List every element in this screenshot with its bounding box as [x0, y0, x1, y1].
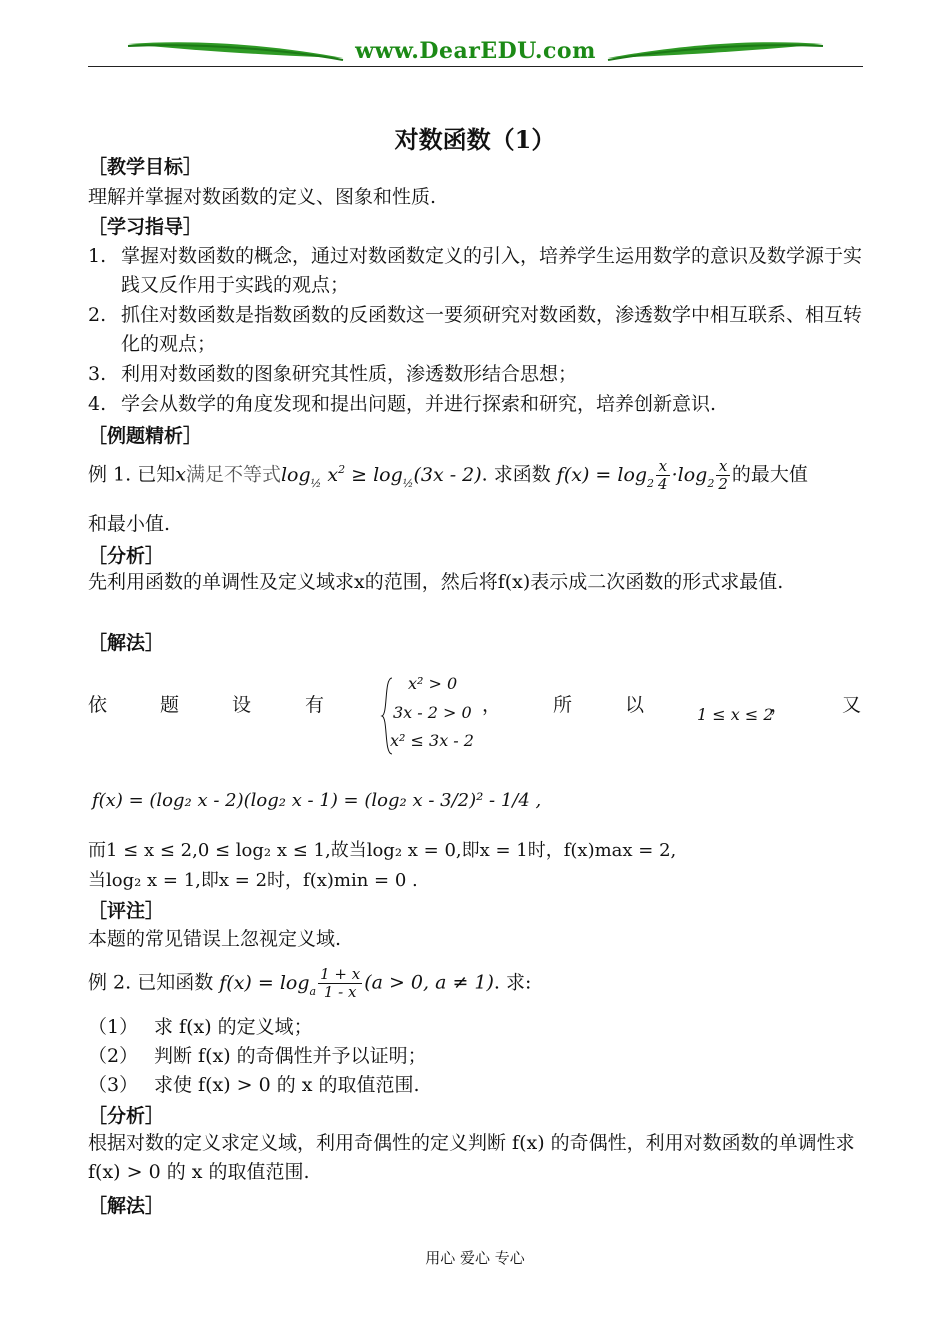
section-guidance: ［学习指导］ [88, 216, 203, 238]
item-number: （1） [88, 1016, 139, 1038]
range-expression: 1 ≤ x ≤ 2 [697, 705, 774, 724]
item-text: 利用对数函数的图象研究其性质，渗透数形结合思想； [121, 363, 578, 385]
section-solution: ［解法］ [88, 632, 165, 654]
site-url: www.DearEDU.com [355, 38, 596, 64]
item-text: 抓住对数函数是指数函数的反函数这一要须研究对数函数，渗透数学中相互联系、相互转化的观点； [121, 304, 863, 355]
header-rule [88, 66, 863, 67]
objective-text: 理解并掌握对数函数的定义、图象和性质. [88, 186, 437, 208]
example1-mid: 满足不等式 [185, 463, 281, 486]
example2-lead: 例 2. 已知函数 [88, 971, 214, 994]
example1-lead: 例 1. 已知 [88, 463, 176, 486]
item-text: 掌握对数函数的概念，通过对数函数定义的引入，培养学生运用数学的意识及数学源于实践又反作用于实践的观点； [121, 245, 863, 296]
sol-comma: ， [482, 694, 502, 716]
item-text: 学会从数学的角度发现和提出问题，并进行探索和研究，培养创新意识. [121, 393, 717, 415]
system-line: x² > 0 [408, 674, 458, 693]
system-line: x² ≤ 3x - 2 [390, 731, 474, 750]
sol-word: 题 [160, 694, 180, 716]
item-text: 判断 f(x) 的奇偶性并予以证明； [154, 1045, 427, 1067]
comment-text: 本题的常见错误上忽视定义域. [88, 928, 342, 950]
section-analysis: ［分析］ [88, 545, 165, 567]
sol-comma: ， [770, 694, 790, 716]
item-number: （3） [88, 1074, 139, 1096]
section-objectives: ［教学目标］ [88, 156, 203, 178]
item-number: 3. [88, 363, 107, 385]
section-analysis-2: ［分析］ [88, 1105, 165, 1127]
section-comment: ［评注］ [88, 900, 165, 922]
example1-continuation: 和最小值. [88, 513, 171, 535]
example1-end: 的最大值 [731, 463, 808, 486]
item-text: 求使 f(x) > 0 的 x 的取值范围. [154, 1074, 420, 1096]
section-solution-2: ［解法］ [88, 1195, 165, 1217]
sol-word: 依 [88, 694, 108, 716]
example2-analysis: 根据对数的定义求定义域，利用奇偶性的定义判断 f(x) 的奇偶性，利用对数函数的单调性求 f(x) > 0 的 x 的取值范围. [88, 1132, 855, 1183]
item-text: 求 f(x) 的定义域； [154, 1016, 313, 1038]
system-line: 3x - 2 > 0 [393, 703, 472, 722]
item-number: 1. [88, 245, 107, 267]
example2-statement: 例 2. 已知函数 $f(x) = \log_a$ $\frac{1 + x}{1 - x}$ (a > 0, a ≠ 1). 求: [88, 965, 532, 1001]
example1-analysis: 先利用函数的单调性及定义域求x的范围，然后将f(x)表示成二次函数的形式求最值. [88, 571, 784, 593]
item-number: 2. [88, 304, 107, 326]
max-line: 而1 ≤ x ≤ 2,0 ≤ log₂ x ≤ 1,故当log₂ x = 0,即x = 1时，f(x)max = 2, [88, 840, 677, 861]
sol-word: 有 [305, 694, 325, 716]
f-expansion: f(x) = (log₂ x - 2)(log₂ x - 1) = (log₂ x - 3/2)² - 1/4 , [92, 790, 542, 811]
example1-statement: 例 1. 已知x满足不等式$\log_{\frac{1}{2}} x^2 \ge \log_{\frac{1}{2}}(3x - 2)$. 求函数 $f(x) = \log_2$ $\frac{x}{4}$ $\cdot\log_2$ $\frac{x}{2}$ 的最大值 [88, 457, 808, 493]
sol-word: 所 [553, 694, 573, 716]
item-number: 4. [88, 393, 107, 415]
section-examples: ［例题精析］ [88, 425, 203, 447]
sol-word: 设 [232, 694, 252, 716]
site-header-banner [88, 36, 863, 70]
page-title: 对数函数（1） [394, 125, 556, 154]
item-number: （2） [88, 1045, 139, 1067]
example1-tail: . 求函数 [481, 463, 551, 486]
min-line: 当log₂ x = 1,即x = 2时，f(x)min = 0 . [88, 870, 418, 891]
page-footer: 用心 爱心 专心 [425, 1249, 525, 1267]
sol-word: 以 [625, 694, 645, 716]
example2-tail: . 求: [493, 971, 532, 994]
sol-word: 又 [842, 694, 862, 716]
